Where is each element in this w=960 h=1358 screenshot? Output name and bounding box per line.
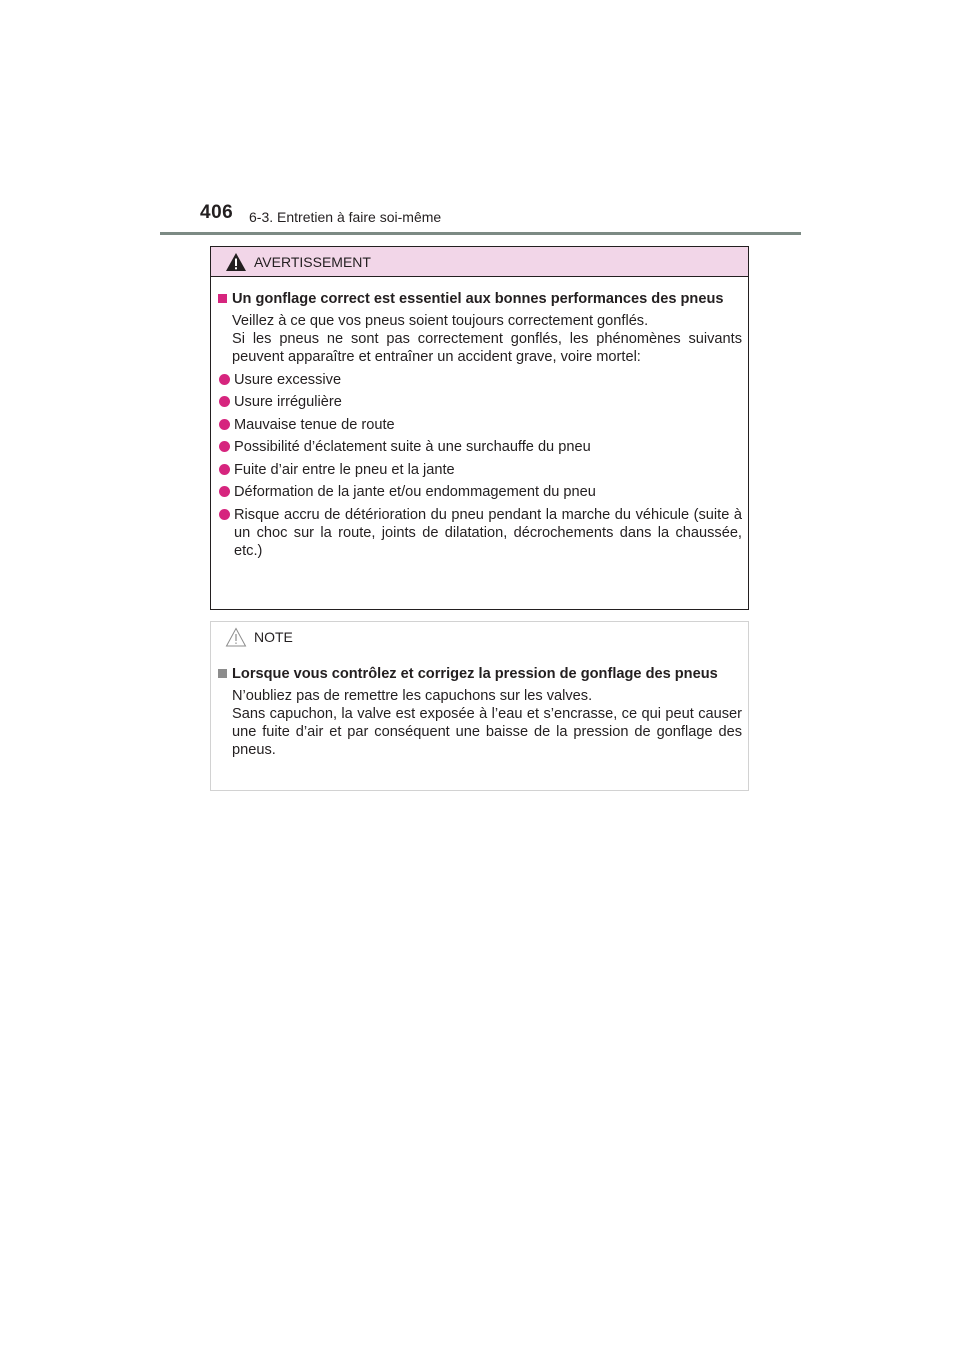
bullet-dot-icon	[219, 509, 230, 520]
bullet-dot-icon	[219, 441, 230, 452]
list-item	[216, 371, 742, 389]
warning-triangle-icon	[225, 252, 247, 272]
note-label: NOTE	[254, 629, 293, 645]
list-item-text: Risque accru de détérioration du pneu pendant la marche du véhicule (suite à un choc sur la route, joints de dilatation, décrochements dans la chaussée, etc.)	[234, 506, 742, 559]
warning-header	[211, 247, 748, 277]
note-heading	[216, 665, 742, 683]
warning-body	[211, 277, 748, 560]
list-item-text: Déformation de la jante et/ou endommagement du pneu	[234, 484, 596, 500]
note-body	[211, 652, 748, 759]
warning-intro-line2: Si les pneus ne sont pas correctement gonflés, les phénomènes suivants peuvent apparaître et entraîner un accident grave, voire mortel:	[232, 331, 742, 365]
caution-triangle-outline-icon	[225, 627, 247, 647]
list-item	[216, 506, 742, 560]
warning-heading-text: Un gonflage correct est essentiel aux bonnes performances des pneus	[232, 291, 724, 307]
section-title: 6-3. Entretien à faire soi-même	[249, 209, 442, 225]
note-text	[216, 687, 742, 759]
bullet-dot-icon	[219, 396, 230, 407]
list-item	[216, 483, 742, 501]
warning-label: AVERTISSEMENT	[254, 253, 371, 270]
note-box	[210, 621, 749, 791]
bullet-dot-icon	[219, 464, 230, 475]
list-item	[216, 461, 742, 479]
square-bullet-icon	[218, 294, 227, 303]
bullet-dot-icon	[219, 486, 230, 497]
list-item	[216, 438, 742, 456]
warning-box	[210, 246, 749, 610]
warning-heading	[216, 290, 742, 308]
warning-bullet-list	[216, 371, 742, 560]
note-heading-text: Lorsque vous contrôlez et corrigez la pression de gonflage des pneus	[232, 666, 718, 682]
page-number: 406	[200, 202, 234, 223]
list-item	[216, 416, 742, 434]
note-line1: N’oubliez pas de remettre les capuchons sur les valves.	[232, 688, 593, 704]
page-header	[0, 0, 960, 240]
note-line2: Sans capuchon, la valve est exposée à l’eau et s’encrasse, ce qui peut causer une fuite d’air et par conséquent une baisse de la pression de gonflage des pneus.	[232, 706, 742, 758]
note-header	[211, 622, 748, 652]
list-item-text: Fuite d’air entre le pneu et la jante	[234, 461, 455, 478]
square-bullet-icon	[218, 669, 227, 678]
bullet-dot-icon	[219, 419, 230, 430]
list-item-text: Usure excessive	[234, 371, 342, 388]
list-item	[216, 393, 742, 411]
header-rule	[160, 232, 801, 235]
warning-intro	[216, 312, 742, 366]
list-item-text: Possibilité d’éclatement suite à une surchauffe du pneu	[234, 439, 591, 455]
list-item-text: Usure irrégulière	[234, 394, 342, 410]
warning-intro-line1: Veillez à ce que vos pneus soient toujours correctement gonflés.	[232, 313, 649, 329]
bullet-dot-icon	[219, 374, 230, 385]
list-item-text: Mauvaise tenue de route	[234, 416, 395, 433]
